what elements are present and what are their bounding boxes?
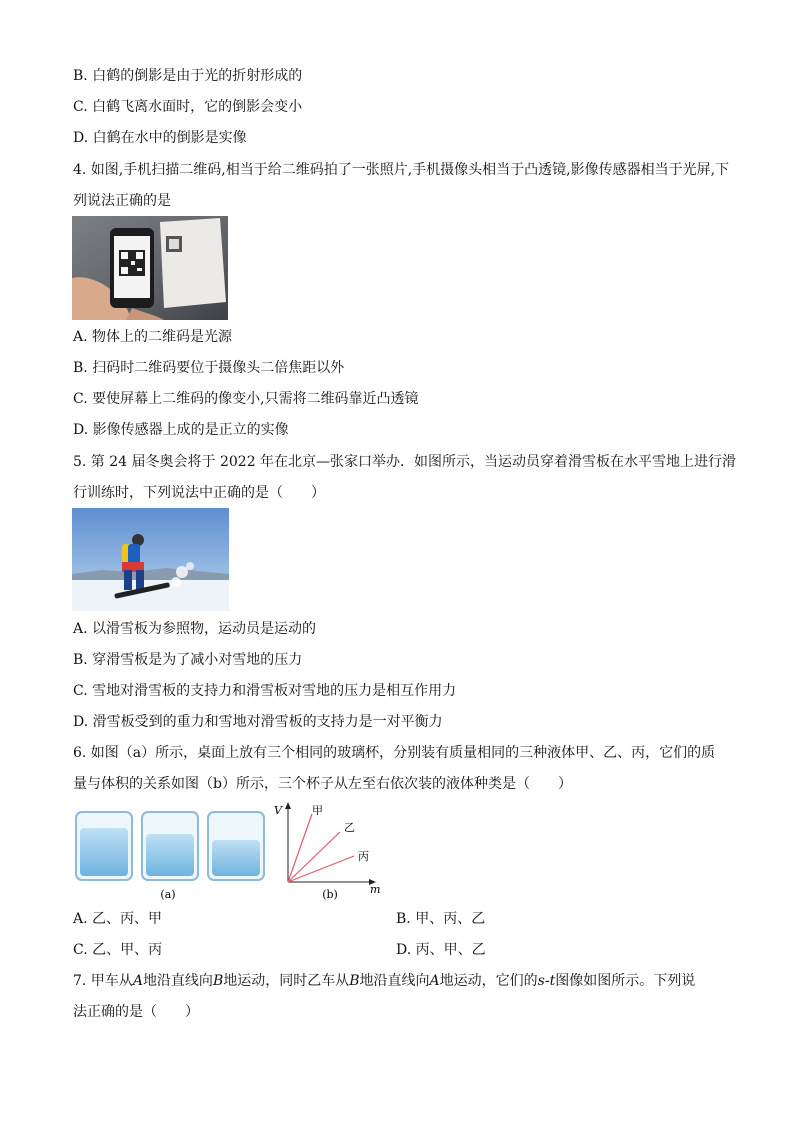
- q7-stem-line1: 7. 甲车从A地沿直线向B地运动，同时乙车从B地沿直线向A地运动，它们的s-t图像如图所示。下列说: [73, 973, 696, 989]
- q7-stem-line2: 法正确的是（ ）: [73, 1004, 199, 1020]
- q6-stem-line1: 6. 如图（a）所示，桌面上放有三个相同的玻璃杯，分别装有质量相同的三种液体甲、乙、丙，它们的质: [73, 745, 716, 761]
- q5-stem-line1: 5. 第 24 届冬奥会将于 2022 年在北京—张家口举办．如图所示，当运动员穿着滑雪板在水平雪地上进行滑: [73, 454, 737, 470]
- q5-option-c: C. 雪地对滑雪板的支持力和滑雪板对雪地的压力是相互作用力: [73, 683, 457, 699]
- q4-option-a: A. 物体上的二维码是光源: [73, 329, 233, 345]
- q6-option-d: D. 丙、甲、乙: [396, 942, 486, 958]
- q4-stem-line2: 列说法正确的是: [73, 193, 171, 209]
- q6-option-c: C. 乙、甲、丙: [73, 942, 163, 958]
- q4-option-d: D. 影像传感器上成的是正立的实像: [73, 422, 289, 438]
- q6-option-b: B. 甲、丙、乙: [396, 911, 486, 927]
- line-yi: [288, 832, 340, 882]
- q6-stem-line2: 量与体积的关系如图（b）所示，三个杯子从左至右依次装的液体种类是（ ）: [73, 776, 572, 792]
- q5-option-a: A. 以滑雪板为参照物，运动员是运动的: [73, 621, 317, 637]
- vm-graph: [274, 802, 380, 901]
- q3-option-b: B. 白鹤的倒影是由于光的折射形成的: [73, 68, 303, 84]
- fig-a-caption: (a): [160, 888, 176, 901]
- q3-option-d: D. 白鹤在水中的倒影是实像: [73, 130, 247, 146]
- q5-option-d: D. 滑雪板受到的重力和雪地对滑雪板的支持力是一对平衡力: [73, 714, 443, 730]
- q5-option-b: B. 穿滑雪板是为了减小对雪地的压力: [73, 652, 303, 668]
- line-bing: [288, 856, 354, 882]
- q4-option-b: B. 扫码时二维码要位于摄像头二倍焦距以外: [73, 360, 345, 376]
- q5-stem-line2: 行训练时，下列说法中正确的是（ ）: [73, 485, 325, 501]
- q6-figure: [72, 800, 392, 902]
- label-bing: 丙: [358, 850, 369, 863]
- q6-option-a: A. 乙、丙、甲: [73, 911, 163, 927]
- label-yi: 乙: [344, 821, 355, 834]
- label-jia: 甲: [312, 804, 323, 817]
- line-jia: [288, 814, 312, 882]
- beaker-2: [142, 812, 198, 880]
- q4-option-c: C. 要使屏幕上二维码的像变小,只需将二维码靠近凸透镜: [73, 391, 419, 407]
- axis-v-label: V: [274, 804, 282, 817]
- q3-option-c: C. 白鹤飞离水面时，它的倒影会变小: [73, 99, 303, 115]
- snowboarder-photo: [72, 508, 229, 611]
- fig-b-caption: (b): [322, 888, 338, 901]
- qr-scan-photo: [72, 216, 228, 320]
- axis-m-label: m: [370, 883, 381, 896]
- q4-stem-line1: 4. 如图,手机扫描二维码,相当于给二维码拍了一张照片,手机摄像头相当于凸透镜,影像传感器相当于光屏,下: [73, 162, 730, 178]
- beaker-1: [76, 812, 132, 880]
- beaker-3: [208, 812, 264, 880]
